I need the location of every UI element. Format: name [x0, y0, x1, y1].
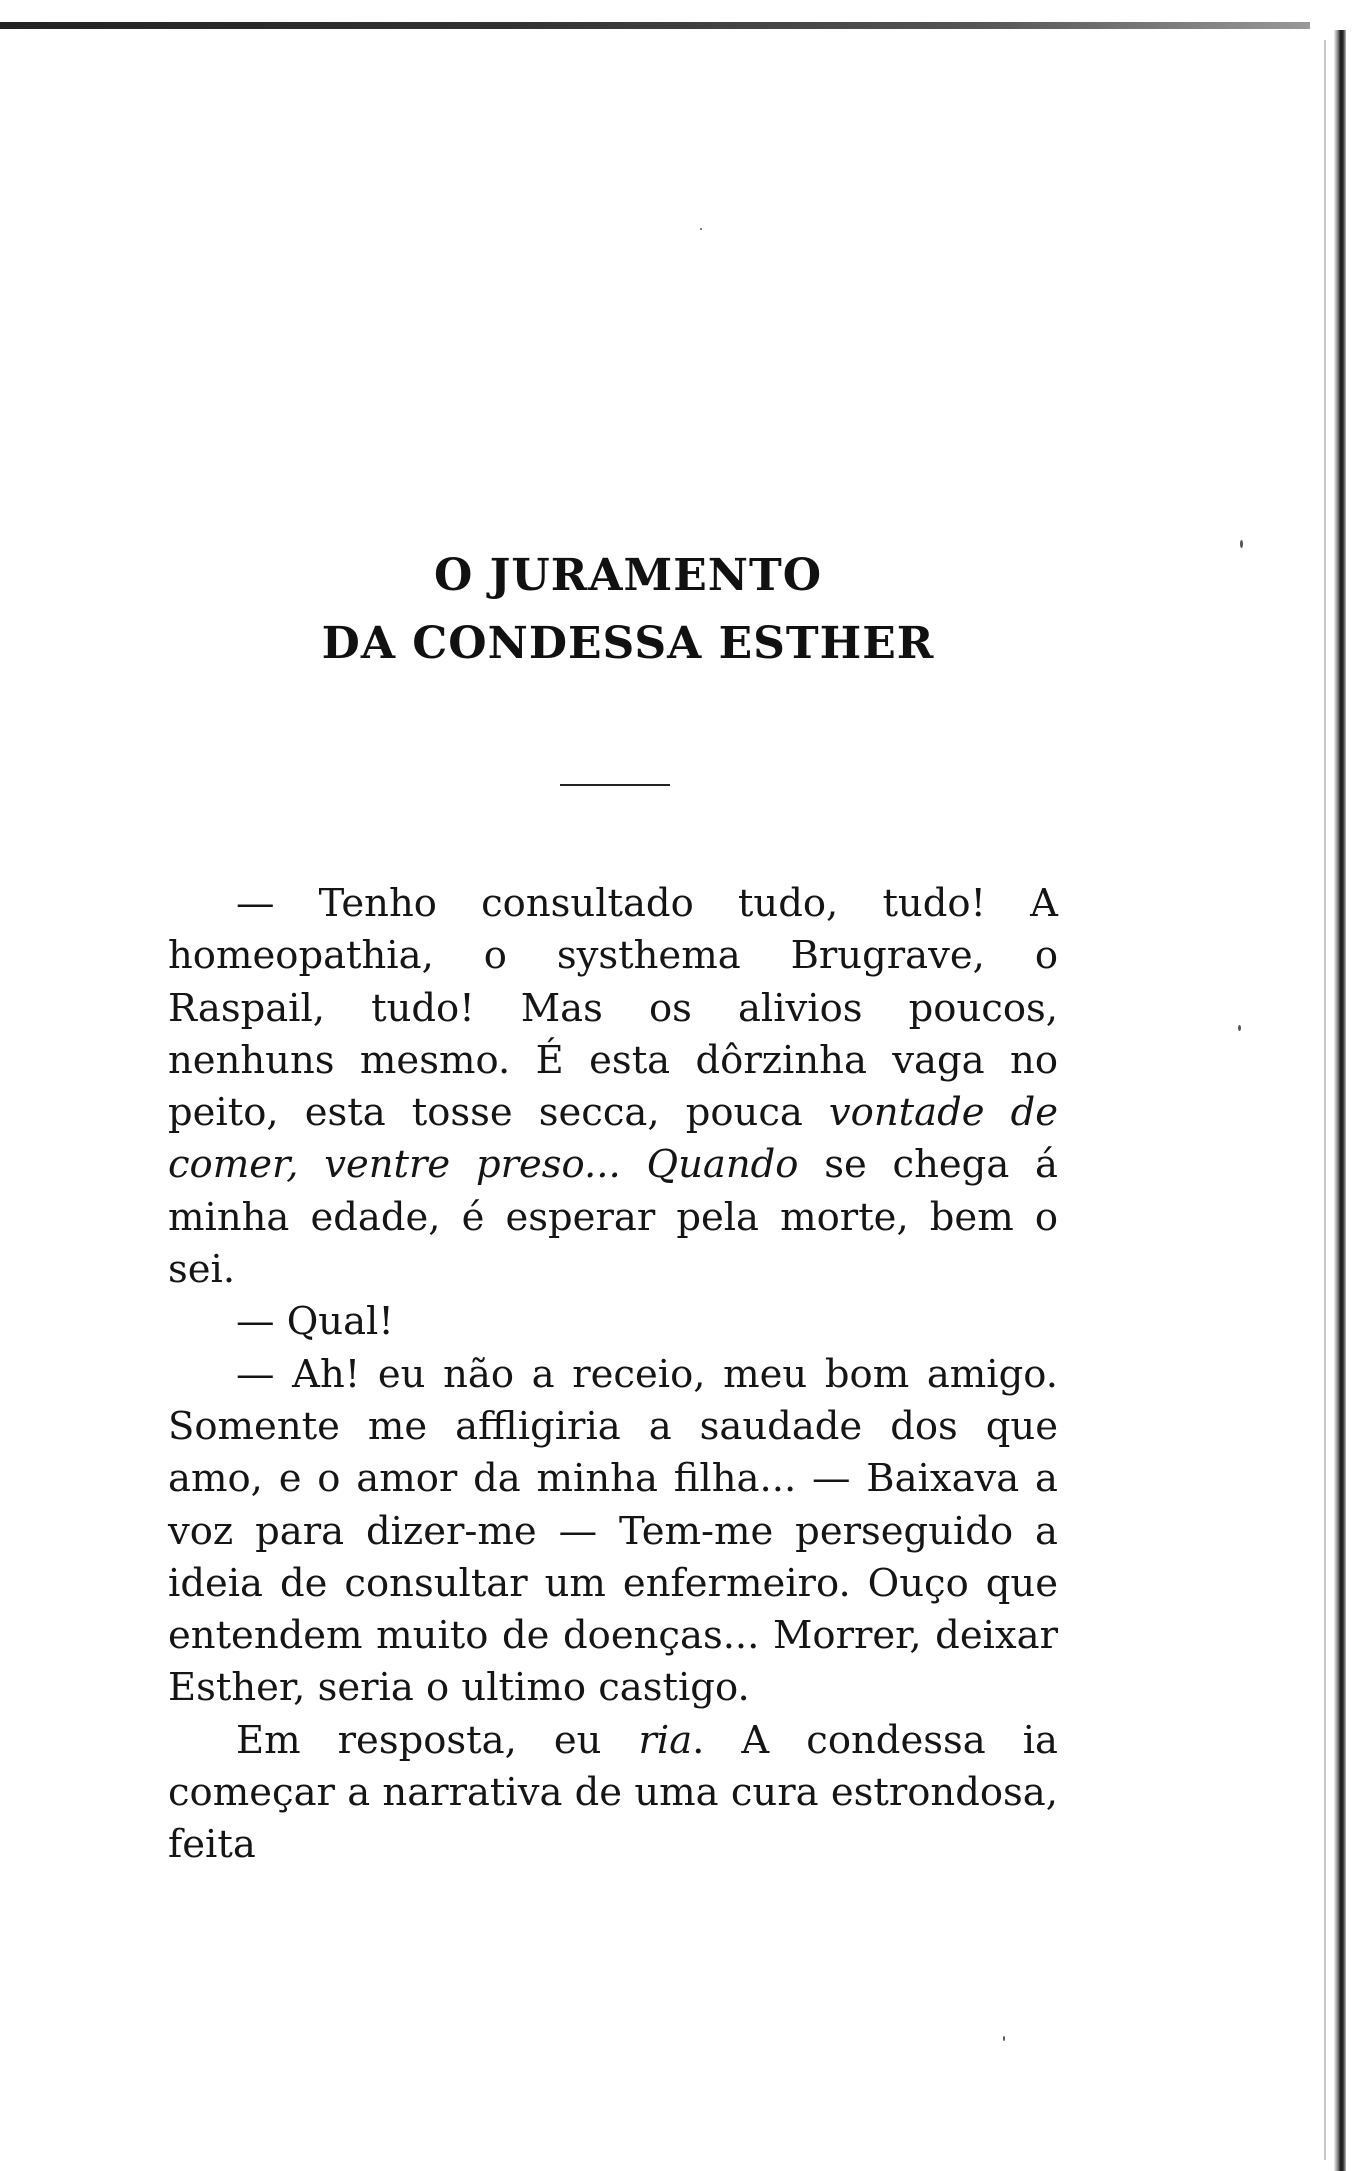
paragraph-4 — [168, 1715, 1058, 1872]
body-text — [168, 878, 1058, 1872]
paragraph-1-part-1: — Tenho consultado tudo, tudo! A homeopathia, o systhema Brugrave, o Raspail, tudo! Mas os alivios poucos, nenhuns mesmo. É esta dôrzinha vaga no peito, esta tosse secca, pouca — [168, 881, 1058, 1136]
paper-speck — [700, 228, 702, 230]
paragraph-2 — [168, 1296, 1058, 1348]
paragraph-1 — [168, 878, 1058, 1296]
paper-speck — [1238, 1025, 1241, 1031]
paragraph-3-part-1: — Ah! eu não a receio, meu bom amigo. Somente me affligiria a saudade dos que amo, e o amor da minha filha... — Baixava a voz para dizer-me — Tem-me perseguido a ideia de consultar um enfermeiro. Ouço que entendem muito de doenças... Morrer, deixar Esther, seria o ultimo castigo. — [168, 1351, 1058, 1711]
top-border-rule — [0, 22, 1310, 29]
title-separator-rule — [560, 784, 670, 786]
chapter-title-line-1: O JURAMENTO — [433, 550, 823, 601]
paragraph-3 — [168, 1349, 1058, 1715]
paragraph-4-part-3: . A condessa ia começar a narrativa de uma cura estrondosa, feita — [168, 1717, 1058, 1868]
page-binding-edge — [1334, 30, 1346, 2171]
paper-speck — [1003, 2036, 1005, 2041]
paragraph-4-part-1: Em resposta, eu — [236, 1717, 639, 1763]
paragraph-1-part-2: vontade de comer, ventre preso... Quando — [168, 1090, 1059, 1188]
chapter-title-line-2: DA CONDESSA ESTHER — [321, 618, 935, 669]
paragraph-2-part-1: — Qual! — [236, 1299, 394, 1345]
paper-speck — [1240, 540, 1243, 548]
paragraph-1-part-3: se chega á minha edade, é esperar pela morte, bem o sei. — [168, 1142, 1058, 1293]
page-edge-shadow — [1324, 40, 1326, 2160]
paragraph-4-part-2: ria — [638, 1717, 693, 1763]
